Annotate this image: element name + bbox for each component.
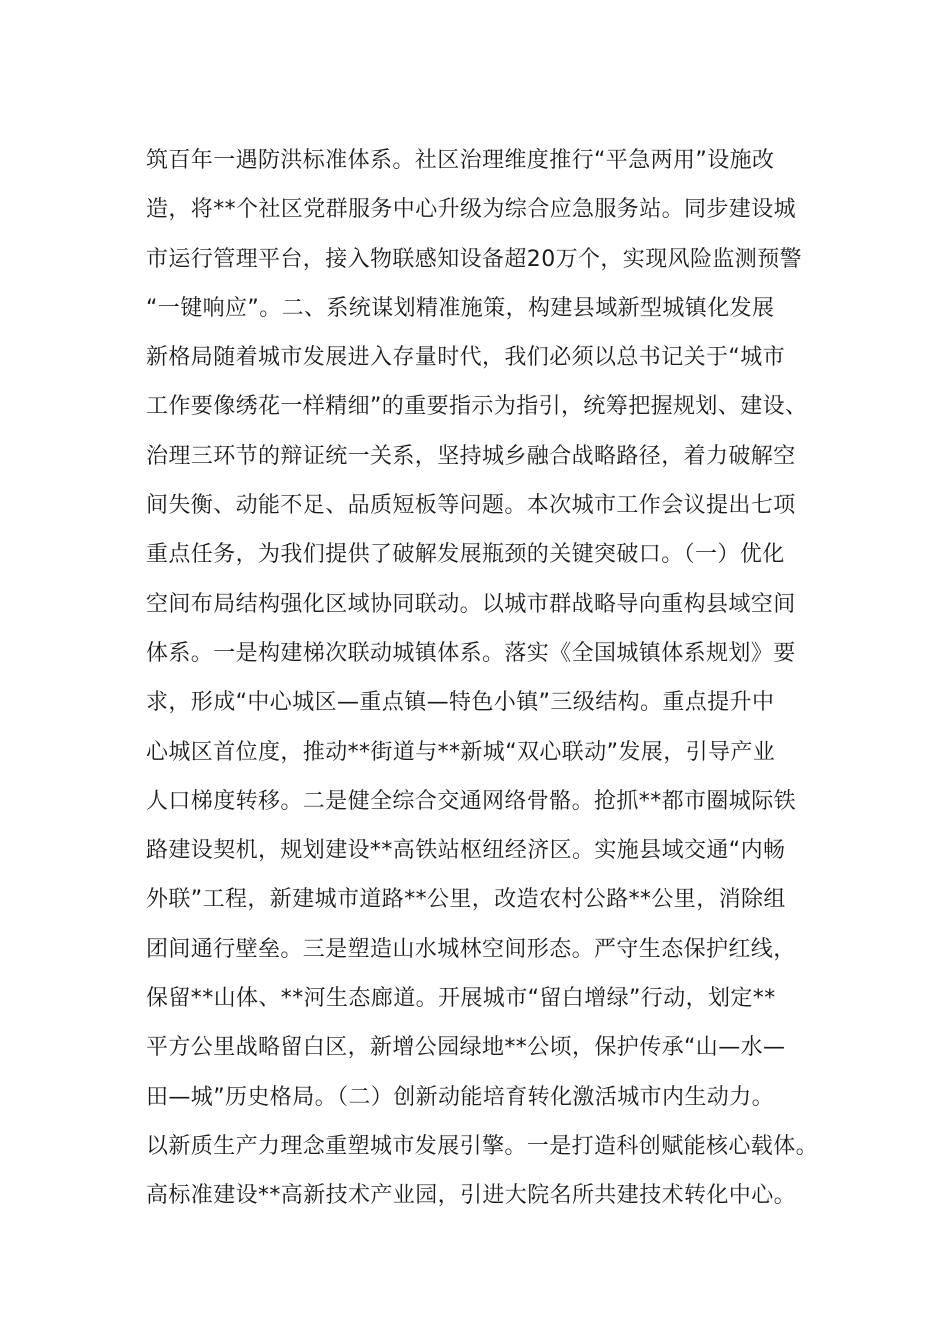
body-text <box>146 136 826 1221</box>
text-line: 造，将**个社区党群服务中心升级为综合应急服务站。同步建设城 <box>146 197 797 223</box>
text-line: 新格局随着城市发展进入存量时代，我们必须以总书记关于“城市 <box>146 345 785 371</box>
text-line: 体系。一是构建梯次联动城镇体系。落实《全国城镇体系规划》要 <box>146 640 796 666</box>
text-line: 重点任务，为我们提供了破解发展瓶颈的关键突破口。（一）优化 <box>146 542 785 568</box>
text-line: 心城区首位度，推动**街道与**新城“双心联动”发展，引导产业 <box>146 739 776 765</box>
text-line: 间失衡、动能不足、品质短板等问题。本次城市工作会议提出七项 <box>146 493 796 519</box>
text-line: 人口梯度转移。二是健全综合交通网络骨骼。抢抓**都市圈城际铁 <box>146 788 797 814</box>
text-line: 筑百年一遇防洪标准体系。社区治理维度推行“平急两用”设施改 <box>146 148 775 173</box>
text-line: 平方公里战略留白区，新增公园绿地**公顷，保护传承“山—水— <box>146 1035 786 1061</box>
text-line: 高标准建设**高新技术产业园，引进大院名所共建技术转化中心。 <box>146 1183 797 1209</box>
text-line: 以新质生产力理念重塑城市发展引擎。一是打造科创赋能核心载体。 <box>146 1133 819 1159</box>
text-line: 外联”工程，新建城市道路**公里，改造农村公路**公里，消除组 <box>146 887 786 913</box>
text-line: 保留**山体、**河生态廊道。开展城市“留白增绿”行动，划定** <box>146 986 776 1012</box>
text-line: 田—城”历史格局。（二）创新动能培育转化激活城市内生动力。 <box>146 1084 774 1110</box>
text-line: 求，形成“中心城区—重点镇—特色小镇”三级结构。重点提升中 <box>146 690 775 716</box>
text-line: 空间布局结构强化区域协同联动。以城市群战略导向重构县域空间 <box>146 591 796 617</box>
text-line: 工作要像绣花一样精细”的重要指示为指引，统筹把握规划、建设、 <box>146 394 808 420</box>
text-line: 路建设契机，规划建设**高铁站枢纽经济区。实施县域交通“内畅 <box>146 838 786 864</box>
text-line: 治理三环节的辩证统一关系，坚持城乡融合战略路径，着力破解空 <box>146 443 796 469</box>
text-line: “一键响应”。二、系统谋划精准施策，构建县域新型城镇化发展 <box>146 295 775 321</box>
text-line: 市运行管理平台，接入物联感知设备超20万个，实现风险监测预警 <box>146 246 802 272</box>
text-line: 团间通行壁垒。三是塑造山水城林空间形态。严守生态保护红线， <box>146 936 796 962</box>
